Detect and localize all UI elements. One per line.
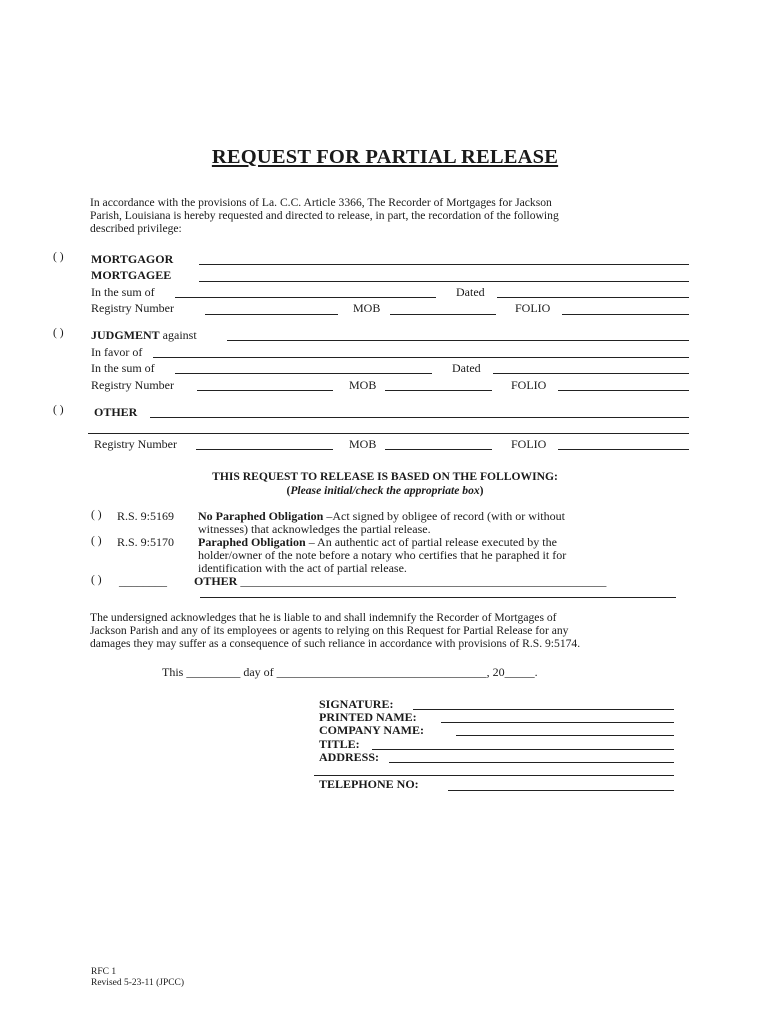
- judgment-sum-label: In the sum of: [91, 361, 155, 375]
- mortgage-mob-field[interactable]: [390, 314, 496, 315]
- rs5169-text: –Act signed by obligee of record (with or without: [323, 509, 565, 523]
- mortgagee-field[interactable]: [199, 281, 689, 282]
- judgment-label-group: [91, 329, 197, 341]
- other-registry-field[interactable]: [196, 449, 333, 450]
- basis-sub-italic: Please initial/check the appropriate box: [290, 484, 480, 497]
- other-basis-line[interactable]: _____________________________________________________________: [237, 574, 607, 588]
- title-field[interactable]: [372, 749, 674, 750]
- judgment-mob-label: MOB: [349, 378, 377, 392]
- rs5170-code: R.S. 9:5170: [117, 535, 175, 549]
- mortgage-registry-field[interactable]: [205, 314, 338, 315]
- form-id: RFC 1: [91, 967, 117, 977]
- other-mob-field[interactable]: [385, 449, 492, 450]
- intro-line: In accordance with the provisions of La. C.C. Article 3366, The Recorder of Mortgages for Jackson: [90, 196, 552, 209]
- rs5169-text-line2: witnesses) that acknowledges the partial release.: [198, 522, 431, 536]
- company-name-label: COMPANY NAME:: [319, 723, 424, 737]
- other-field-line2[interactable]: [88, 433, 689, 434]
- mortgage-sum-label: In the sum of: [91, 285, 155, 299]
- judgment-registry-field[interactable]: [197, 390, 333, 391]
- mortgage-sum-field[interactable]: [175, 297, 436, 298]
- other-label: OTHER: [94, 405, 138, 419]
- rs5170-description: [198, 536, 557, 548]
- other-folio-label: FOLIO: [511, 437, 547, 451]
- judgment-folio-label: FOLIO: [511, 378, 547, 392]
- judgment-folio-field[interactable]: [558, 390, 689, 391]
- rs5169-checkbox[interactable]: ( ): [91, 509, 102, 521]
- rs5169-title: No Paraphed Obligation: [198, 509, 324, 523]
- rs5170-text: – An authentic act of partial release executed by the: [305, 535, 557, 549]
- mortgage-dated-field[interactable]: [497, 297, 689, 298]
- basis-sub-open: (: [286, 484, 291, 497]
- page-title: REQUEST FOR PARTIAL RELEASE: [211, 146, 559, 168]
- mortgagee-label: MORTGAGEE: [91, 268, 172, 282]
- rs5170-checkbox[interactable]: ( ): [91, 535, 102, 547]
- other-basis-label: OTHER: [194, 574, 238, 588]
- judgment-dated-label: Dated: [452, 361, 481, 375]
- telephone-field[interactable]: [448, 790, 674, 791]
- signature-label: SIGNATURE:: [319, 697, 394, 711]
- printed-name-label: PRINTED NAME:: [319, 710, 417, 724]
- revision-note: Revised 5-23-11 (JPCC): [91, 978, 185, 988]
- rs5169-code: R.S. 9:5169: [117, 509, 175, 523]
- basis-sub-close: ): [479, 484, 484, 497]
- other-basis-row: [194, 575, 606, 587]
- rs5169-description: [198, 510, 565, 522]
- other-checkbox[interactable]: ( ): [53, 404, 64, 416]
- mortgage-checkbox[interactable]: ( ): [53, 251, 64, 263]
- intro-line: Parish, Louisiana is hereby requested and directed to release, in part, the recordation of the following: [90, 209, 559, 222]
- acknowledgment-line: damages they may suffer as a consequence of such reliance in accordance with provisions of R.S. 9:5174.: [90, 637, 581, 650]
- telephone-label: TELEPHONE NO:: [319, 777, 419, 791]
- rs5170-text-line2: holder/owner of the note before a notary who certifies that he paraphed it for: [198, 548, 567, 562]
- judgment-label: JUDGMENT: [91, 328, 160, 342]
- printed-name-field[interactable]: [441, 722, 674, 723]
- basis-heading: THIS REQUEST TO RELEASE IS BASED ON THE FOLLOWING:: [212, 470, 558, 483]
- title-label: TITLE:: [319, 737, 360, 751]
- acknowledgment-line: The undersigned acknowledges that he is liable to and shall indemnify the Recorder of Mortgages of: [90, 611, 557, 624]
- mortgage-folio-field[interactable]: [562, 314, 689, 315]
- judgment-mob-field[interactable]: [385, 390, 492, 391]
- other-basis-field-line2[interactable]: [200, 597, 676, 598]
- other-mob-label: MOB: [349, 437, 377, 451]
- mortgage-dated-label: Dated: [456, 285, 485, 299]
- judgment-against-field[interactable]: [227, 340, 689, 341]
- judgment-checkbox[interactable]: ( ): [53, 327, 64, 339]
- address-field-line2[interactable]: [314, 775, 674, 776]
- mortgagor-field[interactable]: [199, 264, 689, 265]
- mortgage-registry-label: Registry Number: [91, 301, 174, 315]
- intro-paragraph: [90, 196, 559, 235]
- acknowledgment-line: Jackson Parish and any of its employees or agents to relying on this Request for Partial Release for any: [90, 624, 569, 637]
- mortgage-mob-label: MOB: [353, 301, 381, 315]
- acknowledgment-paragraph: [90, 611, 580, 650]
- address-label: ADDRESS:: [319, 750, 380, 764]
- rs5170-title: Paraphed Obligation: [198, 535, 306, 549]
- company-name-field[interactable]: [456, 735, 674, 736]
- judgment-against-label: against: [159, 328, 197, 342]
- intro-line: described privilege:: [90, 222, 182, 235]
- judgment-favor-label: In favor of: [91, 345, 143, 359]
- judgment-dated-field[interactable]: [493, 373, 689, 374]
- other-registry-label: Registry Number: [94, 437, 177, 451]
- rs5170-text-line3: identification with the act of partial release.: [198, 561, 407, 575]
- other-folio-field[interactable]: [558, 449, 689, 450]
- judgment-favor-field[interactable]: [153, 357, 689, 358]
- other-basis-checkbox[interactable]: ( ): [91, 574, 102, 586]
- judgment-registry-label: Registry Number: [91, 378, 174, 392]
- mortgagor-label: MORTGAGOR: [91, 252, 174, 266]
- date-line[interactable]: This _________ day of ___________________________________, 20_____.: [162, 665, 538, 679]
- other-field[interactable]: [150, 417, 689, 418]
- other-basis-initial-blank[interactable]: ________: [119, 574, 167, 588]
- judgment-sum-field[interactable]: [175, 373, 432, 374]
- basis-subheading: [0, 485, 770, 497]
- mortgage-folio-label: FOLIO: [515, 301, 551, 315]
- address-field[interactable]: [389, 762, 674, 763]
- signature-field[interactable]: [413, 709, 674, 710]
